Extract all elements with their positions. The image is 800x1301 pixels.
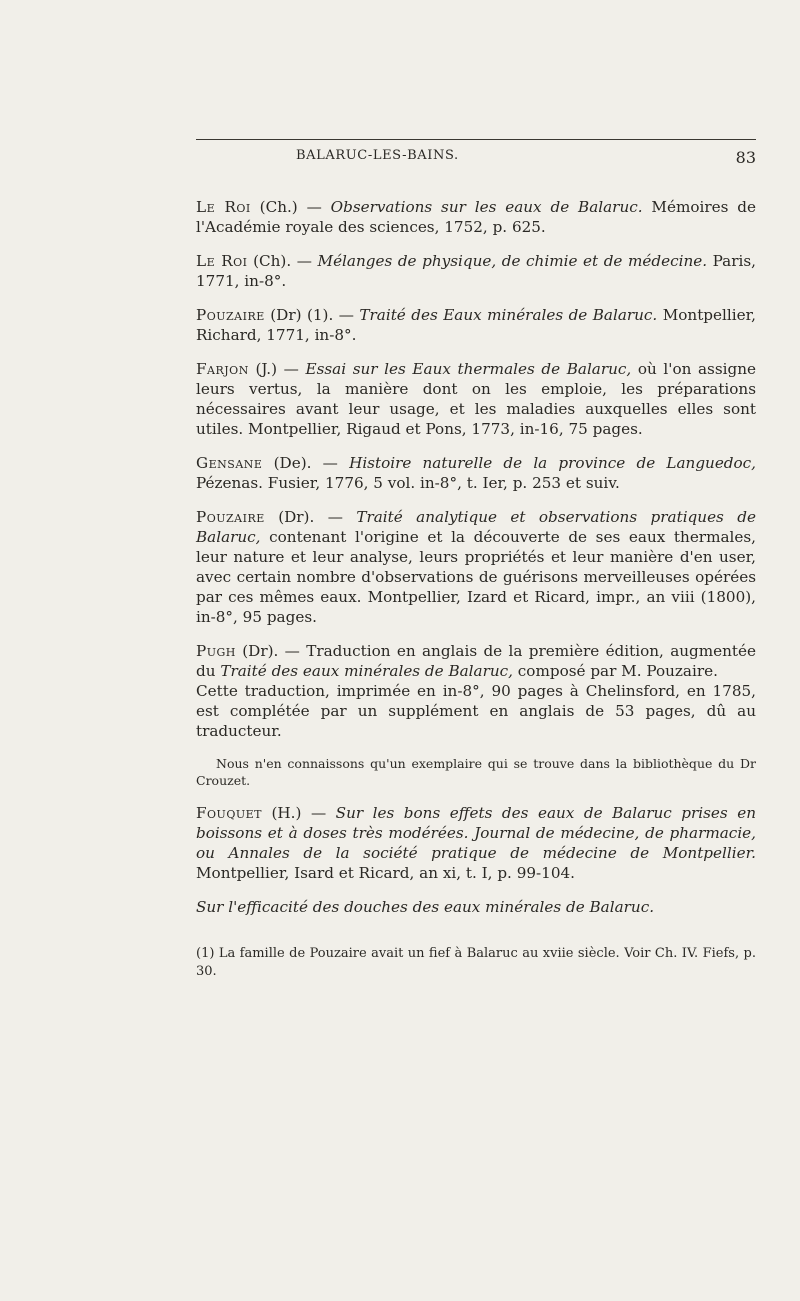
bibliography-entry: Le Roi (Ch). — Mélanges de physique, de chimie et de médecine. Paris, 1771, in-8°. bbox=[196, 252, 756, 290]
entry-details: contenant l'origine et la découverte de ses eaux thermales, leur nature et leur analyse, leurs propriétés et leur manière d'en user, avec certain nombre d'observations de guérisons merveilleuses opérées par ces mêmes eaux. Montpellier, Izard et Ricard, impr., an viii (1800), in-8°, 95 pages. bbox=[196, 528, 756, 626]
entry-title-standalone: Sur l'efficacité des douches des eaux minérales de Balaruc. bbox=[196, 898, 655, 916]
page-header bbox=[196, 148, 756, 170]
header-rule bbox=[196, 139, 756, 140]
entry-details: Paris, 1771, in-8°. bbox=[196, 252, 756, 290]
bibliography-entry: Le Roi (Ch.) — Observations sur les eaux de Balaruc. Mémoires de l'Académie royale des sciences, 1752, p. 625. bbox=[196, 198, 756, 236]
entry-title: Mélanges de physique, de chimie et de médecine. bbox=[317, 252, 708, 270]
bibliography-entry: Fouquet (H.) — Sur les bons effets des eaux de Balaruc prises en boissons et à doses très modérées. Journal de médecine, de pharmacie, ou Annales de la société pratique de médecine de Montpellier. Montpellier, Isard et Ricard, an xi, t. I, p. 99-104. bbox=[196, 804, 757, 882]
page-number: 83 bbox=[735, 148, 756, 167]
entry-details: Mémoires de l'Académie royale des sciences, 1752, p. 625. bbox=[196, 198, 756, 236]
entry-details: Pézenas. Fusier, 1776, 5 vol. in-8°, t. Ier, p. 253 et suiv. bbox=[196, 474, 620, 492]
entry-author: Fouquet bbox=[196, 804, 262, 822]
entry-author: Gensane bbox=[196, 454, 263, 472]
entry-author: Le Roi bbox=[196, 198, 251, 216]
entry-author: Farjon bbox=[196, 360, 249, 378]
running-title: BALARUC-LES-BAINS. bbox=[296, 148, 459, 163]
entry-details: Montpellier, Isard et Ricard, an xi, t. I, p. 99-104. bbox=[196, 864, 575, 882]
entry-details: composé par M. Pouzaire. bbox=[512, 662, 718, 680]
entry-title: Traité des Eaux minérales de Balaruc. bbox=[359, 306, 658, 324]
entry-note: Nous n'en connaissons qu'un exemplaire qui se trouve dans la bibliothèque du Dr Crouzet. bbox=[196, 756, 756, 788]
entry-author: Pouzaire bbox=[196, 508, 265, 526]
entry-title: Traité des eaux minérales de Balaruc, bbox=[220, 662, 513, 680]
entry-details: où l'on assigne leurs vertus, la manière dont on les emploie, les préparations nécessaires avant leur usage, et les maladies auxquelles elles sont utiles. Montpellier, Rigaud et Pons, 1773, in-16, 75 pages. bbox=[196, 360, 756, 438]
entry-title: Sur les bons effets des eaux de Balaruc prises en boissons et à doses très modérées. Journal de médecine, de pharmacie, ou Annales de la société pratique de médecine de Montpellier. bbox=[196, 804, 757, 862]
bibliography-text bbox=[196, 197, 756, 994]
entry-title: Essai sur les Eaux thermales de Balaruc, bbox=[305, 360, 632, 378]
entry-author: Pouzaire bbox=[196, 306, 265, 324]
bibliography-entry: Farjon (J.) — Essai sur les Eaux thermales de Balaruc, où l'on assigne leurs vertus, la manière dont on les emploie, les préparations nécessaires avant leur usage, et les maladies auxquelles elles sont utiles. Montpellier, Rigaud et Pons, 1773, in-16, 75 pages. bbox=[196, 360, 756, 438]
bibliography-entry: Gensane (De). — Histoire naturelle de la province de Languedoc, Pézenas. Fusier, 1776, 5 vol. in-8°, t. Ier, p. 253 et suiv. bbox=[196, 454, 757, 492]
entry-details: Montpellier, Richard, 1771, in-8°. bbox=[196, 306, 756, 344]
entry-paragraph: Cette traduction, imprimée en in-8°, 90 pages à Chelinsford, en 1785, est complétée par un supplément en anglais de 53 pages, dû au traducteur. bbox=[196, 682, 756, 740]
footnote: (1) La famille de Pouzaire avait un fief à Balaruc au xviie siècle. Voir Ch. IV. Fiefs, p. 30. bbox=[196, 946, 756, 979]
bibliography-entry: Pouzaire (Dr) (1). — Traité des Eaux minérales de Balaruc. Montpellier, Richard, 1771, in-8°. bbox=[196, 306, 756, 344]
entry-title: Observations sur les eaux de Balaruc. bbox=[330, 198, 643, 216]
entry-title: Histoire naturelle de la province de Languedoc, bbox=[349, 454, 757, 472]
entry-author: Le Roi bbox=[196, 252, 248, 270]
bibliography-entry: Pugh (Dr). — Traduction en anglais de la première édition, augmentée du Traité des eaux minérales de Balaruc, composé par M. Pouzaire. Cette traduction, imprimée en in-8°, 90 pages à Chelinsford, en 1785, est complétée par un supplément en anglais de 53 pages, dû au traducteur. Nous n'en connaissons qu'un exemplaire qui se trouve dans la bibliothèque du Dr Crouzet. bbox=[196, 642, 756, 788]
entry-title: Traité analytique et observations pratiques de Balaruc, bbox=[196, 508, 756, 546]
bibliography-entry: Pouzaire (Dr). — Traité analytique et observations pratiques de Balaruc, contenant l'origine et la découverte de ses eaux thermales, leur nature et leur analyse, leurs propriétés et leur manière d'en user, avec certain nombre d'observations de guérisons merveilleuses opérées par ces mêmes eaux. Montpellier, Izard et Ricard, impr., an viii (1800), in-8°, 95 pages. bbox=[196, 508, 756, 626]
entry-author: Pugh bbox=[196, 642, 236, 660]
